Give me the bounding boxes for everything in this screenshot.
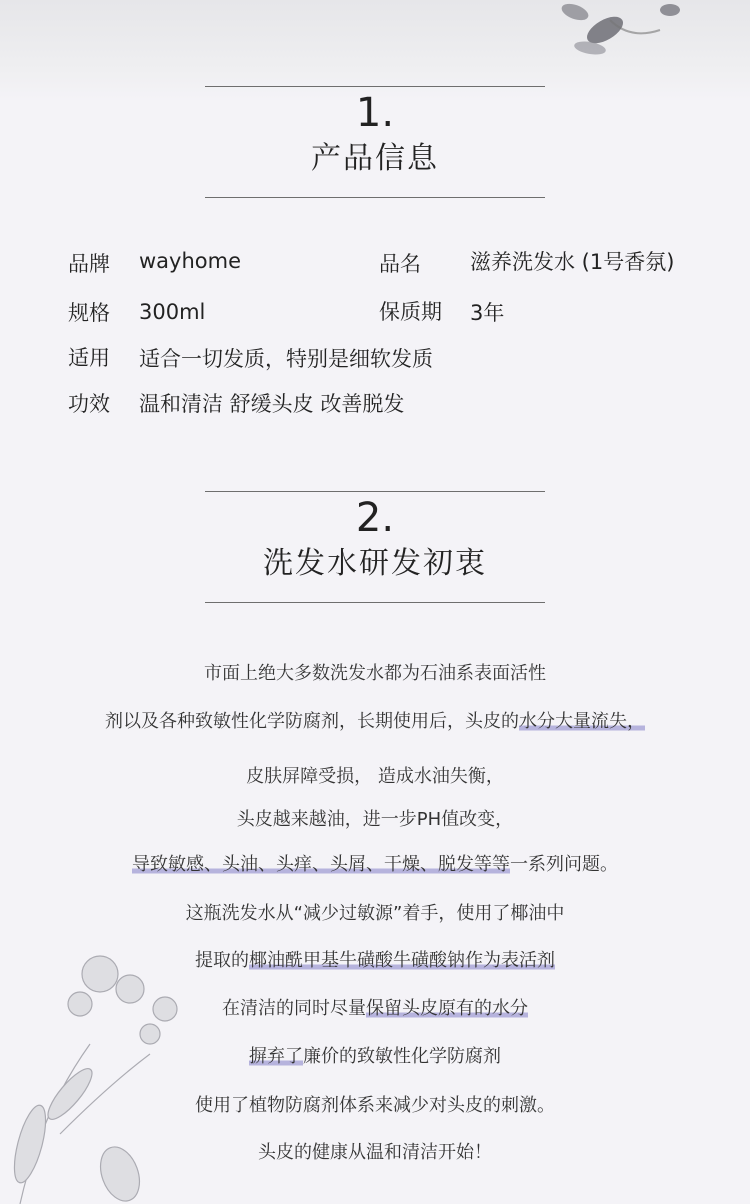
section-1-header (205, 86, 545, 198)
spec-label: 规格 (68, 301, 110, 325)
section-number: 1. (355, 90, 395, 136)
divider (205, 86, 545, 87)
text-line: 市面上绝大多数洗发水都为石油系表面活性 (204, 663, 546, 684)
effect-value: 温和清洁 舒缓头皮 改善脱发 (139, 392, 405, 416)
shelf-life-value: 3年 (470, 301, 505, 325)
section-title: 产品信息 (311, 141, 439, 176)
highlighted-text: 导致敏感、头油、头痒、头屑、干燥、脱发等等 (132, 854, 510, 875)
brand-value: wayhome (139, 249, 242, 273)
highlighted-text: 保留头皮原有的水分 (366, 998, 528, 1019)
effect-label: 功效 (68, 392, 110, 416)
divider (205, 197, 545, 198)
suitable-value: 适合一切发质，特别是细软发质 (139, 347, 433, 371)
brand-label: 品牌 (68, 252, 110, 276)
product-name-value: 滋养洗发水 (1号香氛) (470, 250, 675, 274)
text-line: 摒弃了廉价的致敏性化学防腐剂 (249, 1046, 501, 1067)
product-name-label: 品名 (379, 252, 421, 276)
divider (205, 491, 545, 492)
suitable-label: 适用 (68, 346, 110, 370)
divider (205, 602, 545, 603)
text-line: 头皮越来越油，进一步PH值改变， (236, 809, 514, 830)
section-2-header (205, 491, 545, 603)
section-number: 2. (355, 495, 395, 541)
highlighted-text: 水分大量流失， (519, 711, 645, 732)
text-line: 剂以及各种致敏性化学防腐剂，长期使用后，头皮的水分大量流失， (105, 711, 645, 732)
text-line: 这瓶洗发水从“减少过敏源”着手，使用了椰油中 (185, 903, 565, 924)
spec-value: 300ml (139, 300, 206, 324)
text-line: 在清洁的同时尽量保留头皮原有的水分 (222, 998, 528, 1019)
text-line: 头皮的健康从温和清洁开始！ (258, 1142, 492, 1163)
section-title: 洗发水研发初衷 (263, 546, 487, 581)
flower-illustration-icon (550, 0, 710, 64)
text-line: 使用了植物防腐剂体系来减少对头皮的刺激。 (195, 1095, 555, 1116)
highlighted-text: 椰油酰甲基牛磺酸牛磺酸钠作为表活剂 (249, 950, 555, 971)
highlighted-text: 摒弃了 (249, 1046, 303, 1067)
shelf-life-label: 保质期 (379, 300, 442, 324)
text-line: 提取的椰油酰甲基牛磺酸牛磺酸钠作为表活剂 (195, 950, 555, 971)
text-line: 皮肤屏障受损， 造成水油失衡， (246, 766, 504, 787)
text-line: 导致敏感、头油、头痒、头屑、干燥、脱发等等一系列问题。 (132, 854, 618, 875)
